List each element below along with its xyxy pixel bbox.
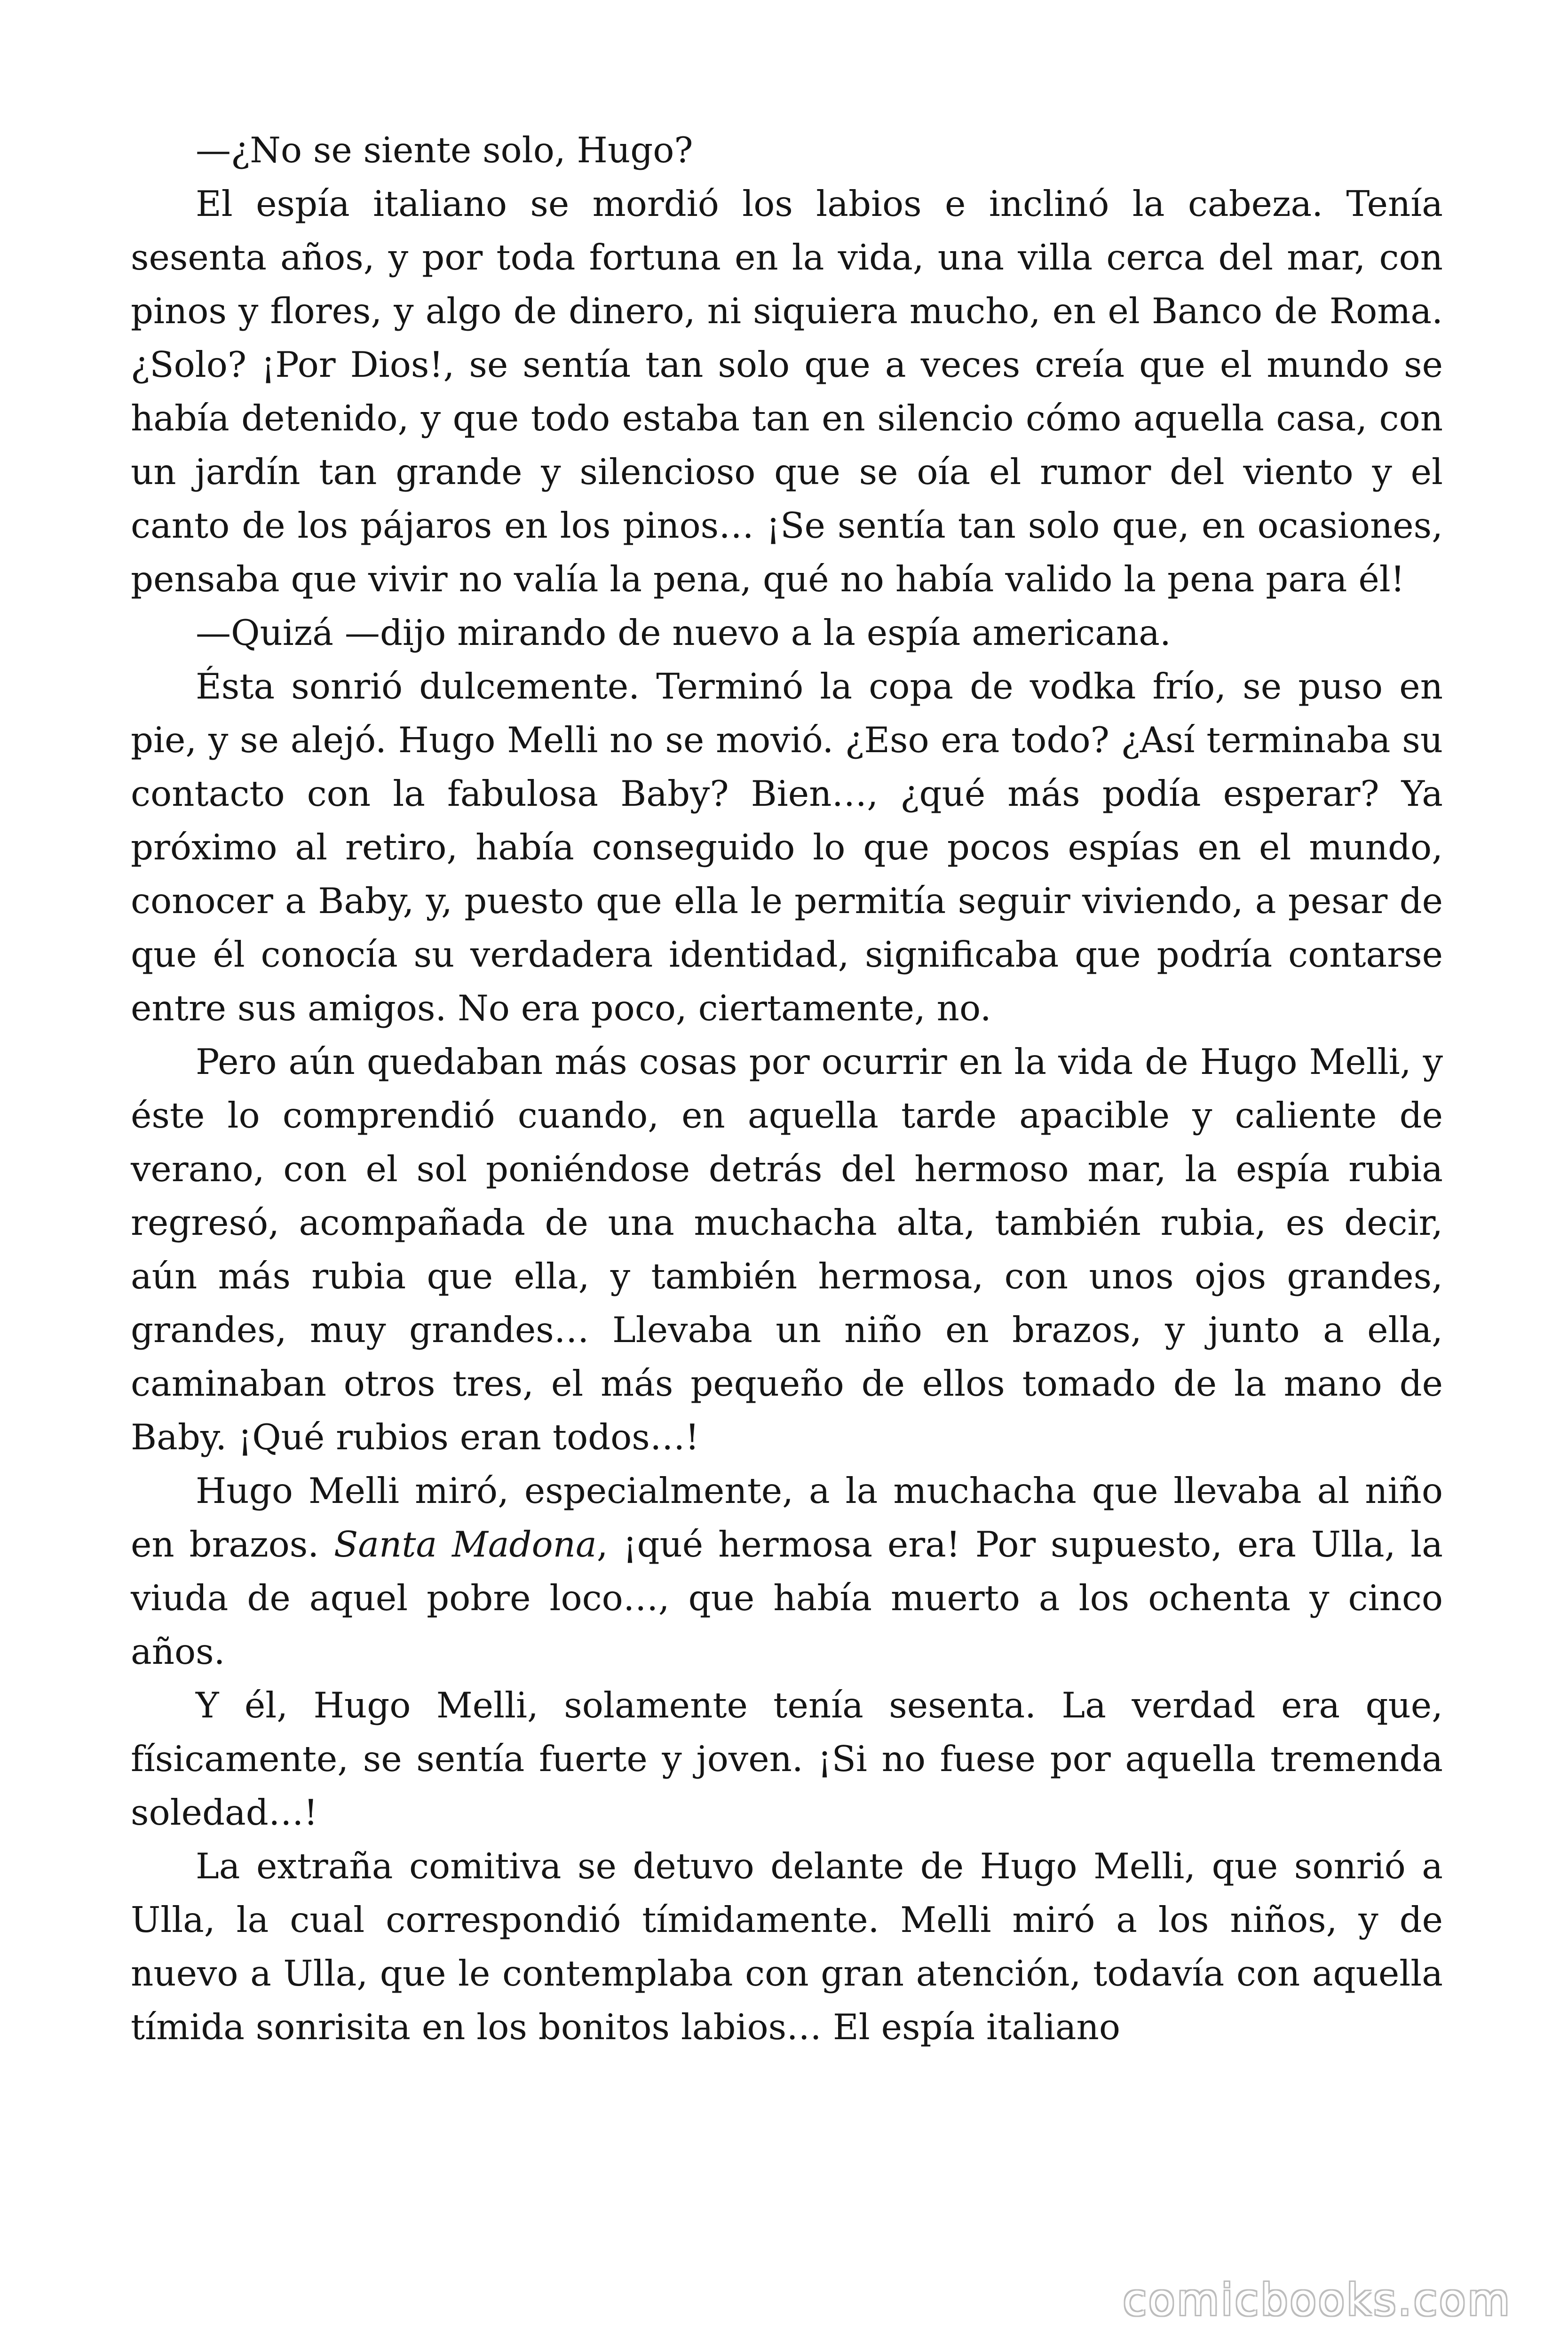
paragraph-1: —¿No se siente solo, Hugo?	[196, 129, 693, 171]
watermark-logo: comicbooks.com	[1123, 2275, 1512, 2325]
paragraph-6-start: Hugo Melli miró, especialmente, a la muchacha que llevaba al niño en brazos.	[131, 1470, 1443, 1565]
paragraph-6	[131, 1464, 1443, 1678]
body-text	[131, 123, 1443, 2054]
italic-phrase: Santa Madona	[333, 1524, 597, 1565]
paragraph-7: Y él, Hugo Melli, solamente tenía sesenta. La verdad era que, físicamente, se sentía fuerte y joven. ¡Si no fuese por aquella tremenda soledad…!	[131, 1685, 1443, 1833]
paragraph-2: El espía italiano se mordió los labios e inclinó la cabeza. Tenía sesenta años, y por toda fortuna en la vida, una villa cerca del mar, con pinos y flores, y algo de dinero, ni siquiera mucho, en el Banco de Roma. ¿Solo? ¡Por Dios!, se sentía tan solo que a veces creía que el mundo se había detenido, y que todo estaba tan en silencio cómo aquella casa, con un jardín tan grande y silencioso que se oía el rumor del viento y el canto de los pájaros en los pinos… ¡Se sentía tan solo que, en ocasiones, pensaba que vivir no valía la pena, qué no había valido la pena para él!	[131, 183, 1443, 600]
paragraph-5: Pero aún quedaban más cosas por ocurrir en la vida de Hugo Melli, y éste lo comprendió cuando, en aquella tarde apacible y caliente de verano, con el sol poniéndose detrás del hermoso mar, la espía rubia regresó, acompañada de una muchacha alta, también rubia, es decir, aún más rubia que ella, y también hermosa, con unos ojos grandes, grandes, muy grandes… Llevaba un niño en brazos, y junto a ella, caminaban otros tres, el más pequeño de ellos tomado de la mano de Baby. ¡Qué rubios eran todos…!	[131, 1041, 1443, 1458]
paragraph-6-end: , ¡qué hermosa era! Por supuesto, era Ulla, la viuda de aquel pobre loco…, que había muerto a los ochenta y cinco años.	[131, 1524, 1443, 1672]
paragraph-4: Ésta sonrió dulcemente. Terminó la copa de vodka frío, se puso en pie, y se alejó. Hugo Melli no se movió. ¿Eso era todo? ¿Así terminaba su contacto con la fabulosa Baby? Bien…, ¿qué más podía esperar? Ya próximo al retiro, había conseguido lo que pocos espías en el mundo, conocer a Baby, y, puesto que ella le permitía seguir viviendo, a pesar de que él conocía su verdadera identidad, significaba que podría contarse entre sus amigos. No era poco, ciertamente, no.	[131, 666, 1443, 1029]
paragraph-3: —Quizá —dijo mirando de nuevo a la espía americana.	[196, 612, 1171, 653]
paragraph-8: La extraña comitiva se detuvo delante de Hugo Melli, que sonrió a Ulla, la cual correspondió tímidamente. Melli miró a los niños, y de nuevo a Ulla, que le contemplaba con gran atención, todavía con aquella tímida sonrisita en los bonitos labios… El espía italiano	[131, 1845, 1443, 2048]
